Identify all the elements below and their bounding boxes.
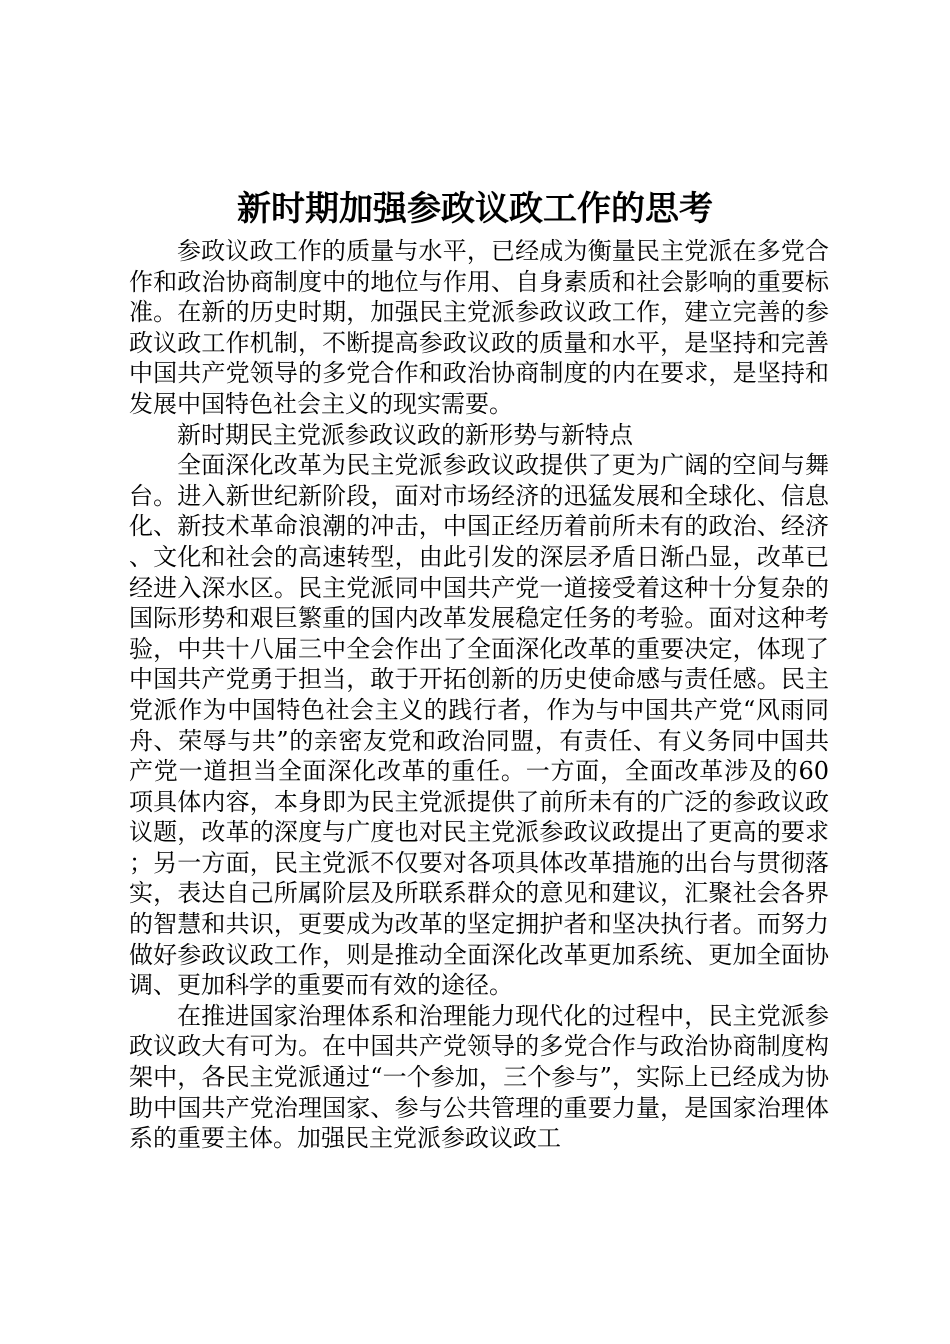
- paragraph-reform: 全面深化改革为民主党派参政议政提供了更为广阔的空间与舞台。进入新世纪新阶段，面对市场经济的迅猛发展和全球化、信息化、新技术革命浪潮的冲击，中国正经历着前所未有的政治、经济、文化和社会的高速转型，由此引发的深层矛盾日渐凸显，改革已经进入深水区。民主党派同中国共产党一道接受着这种十分复杂的国际形势和艰巨繁重的国内改革发展稳定任务的考验。面对这种考验，中共十八届三中全会作出了全面深化改革的重要决定，体现了中国共产党勇于担当，敢于开拓创新的历史使命感与责任感。民主党派作为中国特色社会主义的践行者，作为与中国共产党“风雨同舟、荣辱与共”的亲密友党和政治同盟，有责任、有义务同中国共产党一道担当全面深化改革的重任。一方面，全面改革涉及的60项具体内容，本身即为民主党派提供了前所未有的广泛的参政议政议题，改革的深度与广度也对民主党派参政议政提出了更高的要求；另一方面，民主党派不仅要对各项具体改革措施的出台与贯彻落实，表达自己所属阶层及所联系群众的意见和建议，汇聚社会各界的智慧和共识，更要成为改革的坚定拥护者和坚决执行者。而努力做好参政议政工作，则是推动全面深化改革更加系统、更加全面协调、更加科学的重要而有效的途径。: [129, 451, 829, 1000]
- section-heading: 新时期民主党派参政议政的新形势与新特点: [177, 420, 633, 449]
- document-title: 新时期加强参政议政工作的思考: [237, 189, 713, 229]
- paragraph-governance: 在推进国家治理体系和治理能力现代化的过程中，民主党派参政议政大有可为。在中国共产党领导的多党合作与政治协商制度构架中，各民主党派通过“一个参加，三个参与”，实际上已经成为协助中国共产党治理国家、参与公共管理的重要力量，是国家治理体系的重要主体。加强民主党派参政议政工: [129, 1001, 829, 1153]
- document-body: [129, 236, 829, 1154]
- paragraph-intro: 参政议政工作的质量与水平，已经成为衡量民主党派在多党合作和政治协商制度中的地位与作用、自身素质和社会影响的重要标准。在新的历史时期，加强民主党派参政议政工作，建立完善的参政议政工作机制，不断提高参政议政的质量和水平，是坚持和完善中国共产党领导的多党合作和政治协商制度的内在要求，是坚持和发展中国特色社会主义的现实需要。: [129, 237, 829, 418]
